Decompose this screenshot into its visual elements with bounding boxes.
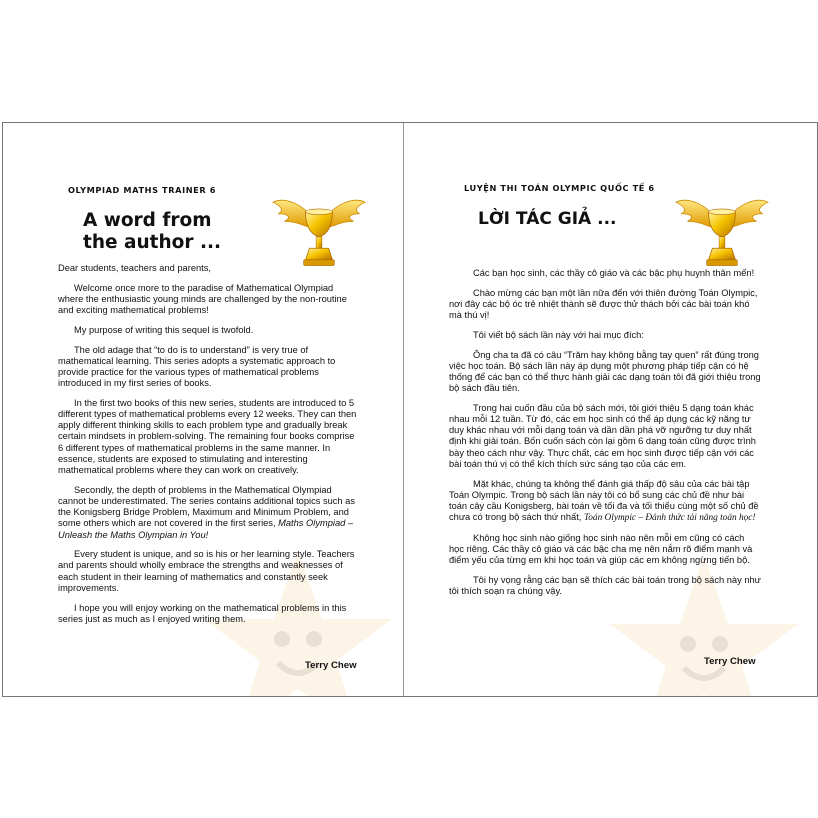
paragraph: In the first two books of this new series, students are introduced to 5 different types of mathematical problems every 12 weeks. They can then apply different thinking skills to each problem type and gradually break certain mindsets in problem-solving. The remaining four books comprise 6 different types of mathematical problems in the same manner. In essence, students are exposed to stimulating and interesting mathematical problems where they can work on creatively. xyxy=(58,397,357,476)
author-signature: Terry Chew xyxy=(305,660,357,671)
series-title: Toán Olympic – Đánh thức tài năng toán học! xyxy=(583,513,756,524)
paragraph: My purpose of writing this sequel is twofold. xyxy=(74,324,254,335)
paragraph: Không học sinh nào giống học sinh nào nên mỗi em cũng có cách học riêng. Các thầy cô giáo và các bậc cha mẹ nên nắm rõ điểm mạnh và điểm yếu của từng em khi học toán và giúp các em không ngừng tiến bộ. xyxy=(449,532,753,566)
paragraph xyxy=(58,485,360,541)
series-title: Maths Olympiad – Unleash the Maths Olympian in You! xyxy=(58,518,354,540)
paragraph-text: Secondly, the depth of problems in the Mathematical Olympiad cannot be underestimated. The series contains additional topics such as the Konigsberg Bridge Problem, Maximum and Minimum Problem, and some others which are not covered in the first series, xyxy=(58,484,355,529)
winged-trophy-icon xyxy=(674,191,770,271)
page-title xyxy=(83,210,221,254)
winged-trophy-icon xyxy=(271,191,367,271)
title-line-1: A word from xyxy=(83,210,212,231)
salutation: Dear students, teachers and parents, xyxy=(58,263,211,273)
book-spread xyxy=(2,122,818,697)
vietnamese-body xyxy=(449,268,761,606)
paragraph: Every student is unique, and so is his or her learning style. Teachers and parents should wholly embrace the strengths and weaknesses of each student in their learning of mathematics and constantly seek improvements. xyxy=(58,549,355,593)
english-body xyxy=(58,263,360,633)
title-line-2: the author ... xyxy=(83,232,222,253)
paragraph: The old adage that “to do is to understand” is very true of mathematical learning. This series adopts a systematic approach to provide practice for the various types of mathematical problems introduced in my first series of books. xyxy=(58,344,336,389)
page-title: LỜI TÁC GIẢ ... xyxy=(478,209,617,229)
author-signature: Terry Chew xyxy=(704,656,756,667)
paragraph: Welcome once more to the paradise of Mathematical Olympiad where the enthusiastic young minds are challenged by the non-routine and exciting mathematical problems! xyxy=(58,282,347,316)
paragraph xyxy=(449,479,761,525)
running-head: LUYỆN THI TOÁN OLYMPIC QUỐC TẾ 6 xyxy=(464,183,655,193)
paragraph: Chào mừng các bạn một lần nữa đến với thiên đường Toán Olympic, nơi đây các bộ óc trẻ nhiệt thành sẽ được thử thách bởi các bài toán khó mà thú vị! xyxy=(449,287,758,321)
vietnamese-page xyxy=(404,123,817,696)
paragraph: Tôi hy vọng rằng các bạn sẽ thích các bài toán trong bộ sách này như tôi thích soạn ra chúng vậy. xyxy=(449,574,761,597)
paragraph: Tôi viết bộ sách lần này với hai mục đích: xyxy=(473,329,644,340)
paragraph: I hope you will enjoy working on the mathematical problems in this series just as much as I enjoyed writing them. xyxy=(58,602,347,624)
paragraph-text: Mặt khác, chúng ta không thể đánh giá thấp độ sâu của các bài tập Toán Olympic. Trong bộ sách lần này tôi có bổ sung các chủ đề như bài toán cây cầu Konigsberg, bài toán về tối đa và tối thiểu cùng một số chủ đề chưa có trong bộ sách thứ nhất, xyxy=(449,478,759,523)
paragraph: Ông cha ta đã có câu “Trăm hay không bằng tay quen” rất đúng trong việc học toán. Bộ sách lần này áp dụng một phương pháp tiếp cận có hệ thống để các bạn có thể thực hành giải các dạng toán tôi đã giới thiệu trong bộ sách đầu tiên. xyxy=(449,349,761,394)
paragraph: Trong hai cuốn đầu của bộ sách mới, tôi giới thiệu 5 dạng toán khác nhau mỗi 12 tuần. Từ đó, các em học sinh có thể áp dụng các kỹ năng tư duy khác nhau với mỗi dạng toán và dần dần phá vỡ ngưỡng tư duy nhất định khi giải toán. Bốn cuốn sách còn lại gồm 6 dạng toán cũng được trình bày theo cách như vậy. Thực chất, các em học sinh được tiếp cận với các bài toán thú vị có thể kích thích sức sáng tạo của các em. xyxy=(449,402,756,469)
running-head: OLYMPIAD MATHS TRAINER 6 xyxy=(68,185,217,195)
english-page xyxy=(3,123,404,696)
paragraph: Các bạn học sinh, các thầy cô giáo và các bậc phụ huynh thân mến! xyxy=(473,268,755,278)
